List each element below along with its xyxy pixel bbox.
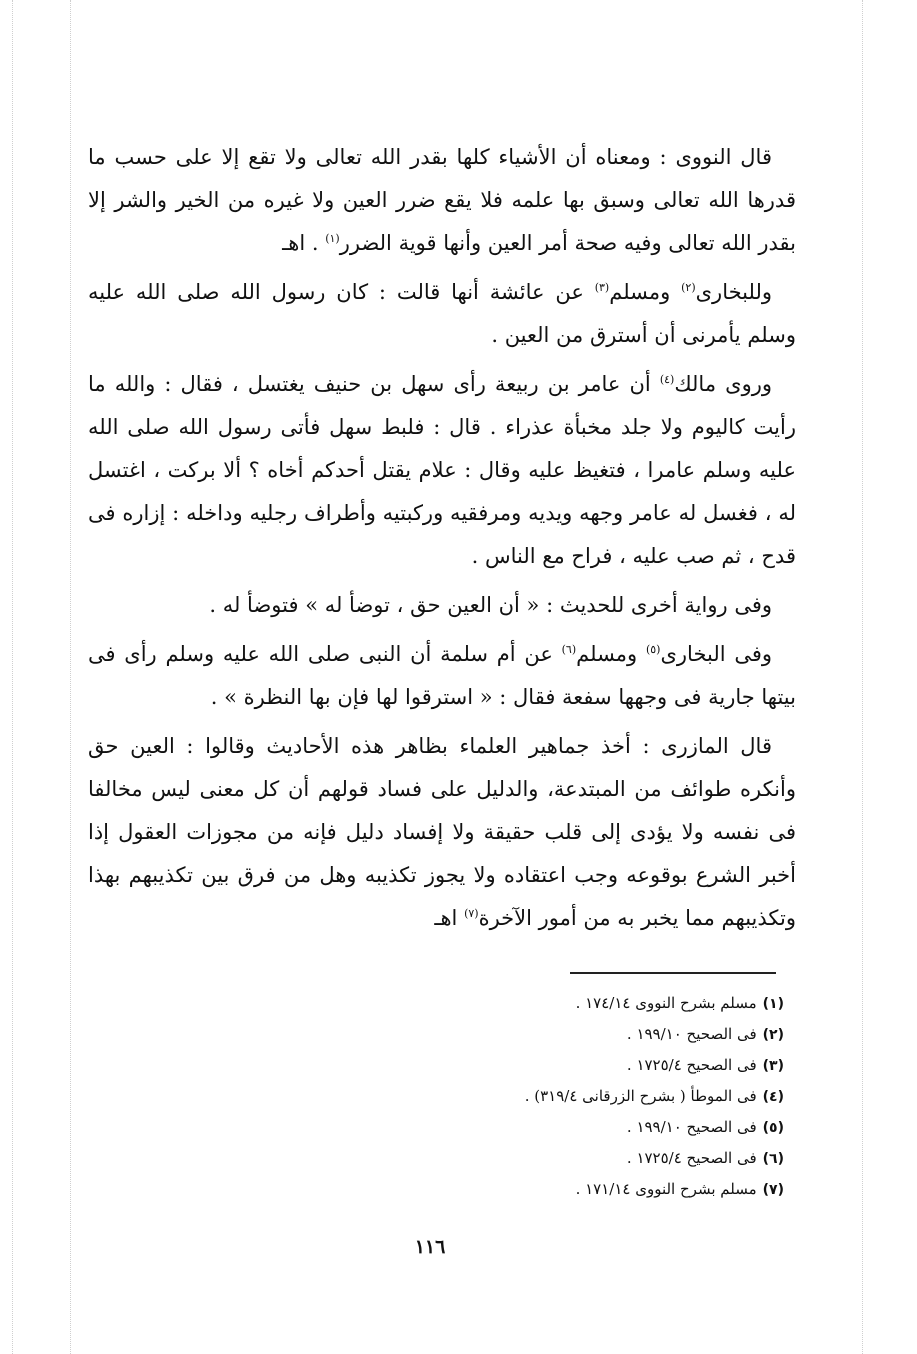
footnote-separator: [570, 972, 776, 974]
footnote-item: [300, 1174, 784, 1205]
footnote-item: [300, 1081, 784, 1112]
footnote-number: (٥): [762, 1120, 784, 1136]
footnote-text: فى الصحيح ١٩٩/١٠ .: [626, 1025, 757, 1043]
page-number: ١١٦: [414, 1236, 446, 1258]
paragraph-text: وفى رواية أخرى للحديث : « أن العين حق ، توضأ له » فتوضأ له .: [209, 593, 772, 617]
paragraph-text: اهـ: [434, 906, 465, 930]
paragraph-text: عن عائشة أنها قالت : كان رسول الله صلى الله عليه وسلم يأمرنى أن أسترق من العين .: [88, 280, 796, 347]
paragraph-text: . اهـ: [282, 231, 326, 255]
paragraph-text: وفى البخارى: [660, 642, 773, 666]
paragraph-text: ومسلم: [609, 280, 682, 304]
footnote-item: [300, 1143, 784, 1174]
footnote-text: فى الصحيح ١٧٢٥/٤ .: [626, 1056, 757, 1074]
footnote-text: مسلم بشرح النووى ١٧٤/١٤ .: [575, 994, 757, 1012]
footnote-item: [300, 1112, 784, 1143]
footnote-reference[interactable]: (٢): [681, 281, 696, 294]
paragraph: [88, 633, 796, 719]
paragraph: [88, 271, 796, 357]
footnote-text: فى الصحيح ١٧٢٥/٤ .: [626, 1149, 757, 1167]
footnote-reference[interactable]: (٧): [464, 907, 479, 920]
footnote-number: (٤): [762, 1089, 784, 1105]
paragraph-text: وللبخارى: [695, 280, 772, 304]
footnote-item: [300, 1050, 784, 1081]
paragraph: [88, 584, 796, 627]
scan-artifact: [70, 0, 71, 1354]
paragraph: [88, 363, 796, 578]
footnote-reference[interactable]: (١): [325, 232, 340, 245]
paragraph-text: أن عامر بن ربيعة رأى سهل بن حنيف يغتسل ، فقال : والله ما رأيت كاليوم ولا جلد مخبأة عذراء . قال : فلبط سهل فأتى رسول الله صلى الله عليه وسلم عامرا ، فتغيظ عليه وقال : علام يقتل أحدكم أخاه ؟ ألا بركت ، اغتسل له ، فغسل له عامر وجهه ويديه ومرفقيه وركبتيه وأطراف رجليه وداخله : إزاره فى قدح ، ثم صب عليه ، فراح مع الناس .: [88, 372, 796, 568]
paragraph-text: ومسلم: [576, 642, 646, 666]
footnote-item: [300, 988, 784, 1019]
paragraph: [88, 725, 796, 940]
footnote-number: (٧): [762, 1182, 784, 1198]
scan-artifact: [862, 0, 863, 1354]
body-text: [88, 136, 796, 946]
footnote-reference[interactable]: (٦): [561, 643, 577, 656]
paragraph-text: قال النووى : ومعناه أن الأشياء كلها بقدر الله تعالى ولا تقع إلا على حسب ما قدرها الله تعالى وسبق بها علمه فلا يقع ضرر العين ولا غيره من الخير والشر إلا بقدر الله تعالى وفيه صحة أمر العين وأنها قوية الضرر: [88, 145, 796, 255]
scan-artifact: [12, 0, 13, 1354]
paragraph: [88, 136, 796, 265]
paragraph-text: قال المازرى : أخذ جماهير العلماء بظاهر هذه الأحاديث وقالوا : العين حق وأنكره طوائف من المبتدعة، والدليل على فساد قولهم أن كل معنى ليس مخالفا فى نفسه ولا يؤدى إلى قلب حقيقة ولا إفساد دليل فإنه من مجوزات العقول إذا أخبر الشرع بوقوعه وجب اعتقاده ولا يجوز تكذيبه وهل من فرق بين تكذيبهم بهذا وتكذيبهم مما يخبر به من أمور الآخرة: [88, 734, 796, 930]
footnote-number: (٣): [762, 1058, 784, 1074]
footnote-reference[interactable]: (٣): [594, 281, 610, 294]
footnote-number: (١): [762, 996, 784, 1012]
paragraph-text: عن أم سلمة أن النبى صلى الله عليه وسلم رأى فى بيتها جارية فى وجهها سفعة فقال : « استرقوا لها فإن بها النظرة » .: [88, 642, 796, 709]
footnotes: [300, 988, 784, 1205]
footnote-number: (٦): [762, 1151, 784, 1167]
footnote-item: [300, 1019, 784, 1050]
footnote-reference[interactable]: (٥): [645, 643, 661, 656]
footnote-text: فى الموطأ ( بشرح الزرقانى ٣١٩/٤) .: [524, 1087, 757, 1105]
paragraph-text: وروى مالك: [674, 372, 773, 396]
footnote-text: مسلم بشرح النووى ١٧١/١٤ .: [575, 1180, 757, 1198]
footnote-reference[interactable]: (٤): [659, 373, 675, 386]
footnote-number: (٢): [762, 1027, 784, 1043]
footnote-text: فى الصحيح ١٩٩/١٠ .: [626, 1118, 757, 1136]
